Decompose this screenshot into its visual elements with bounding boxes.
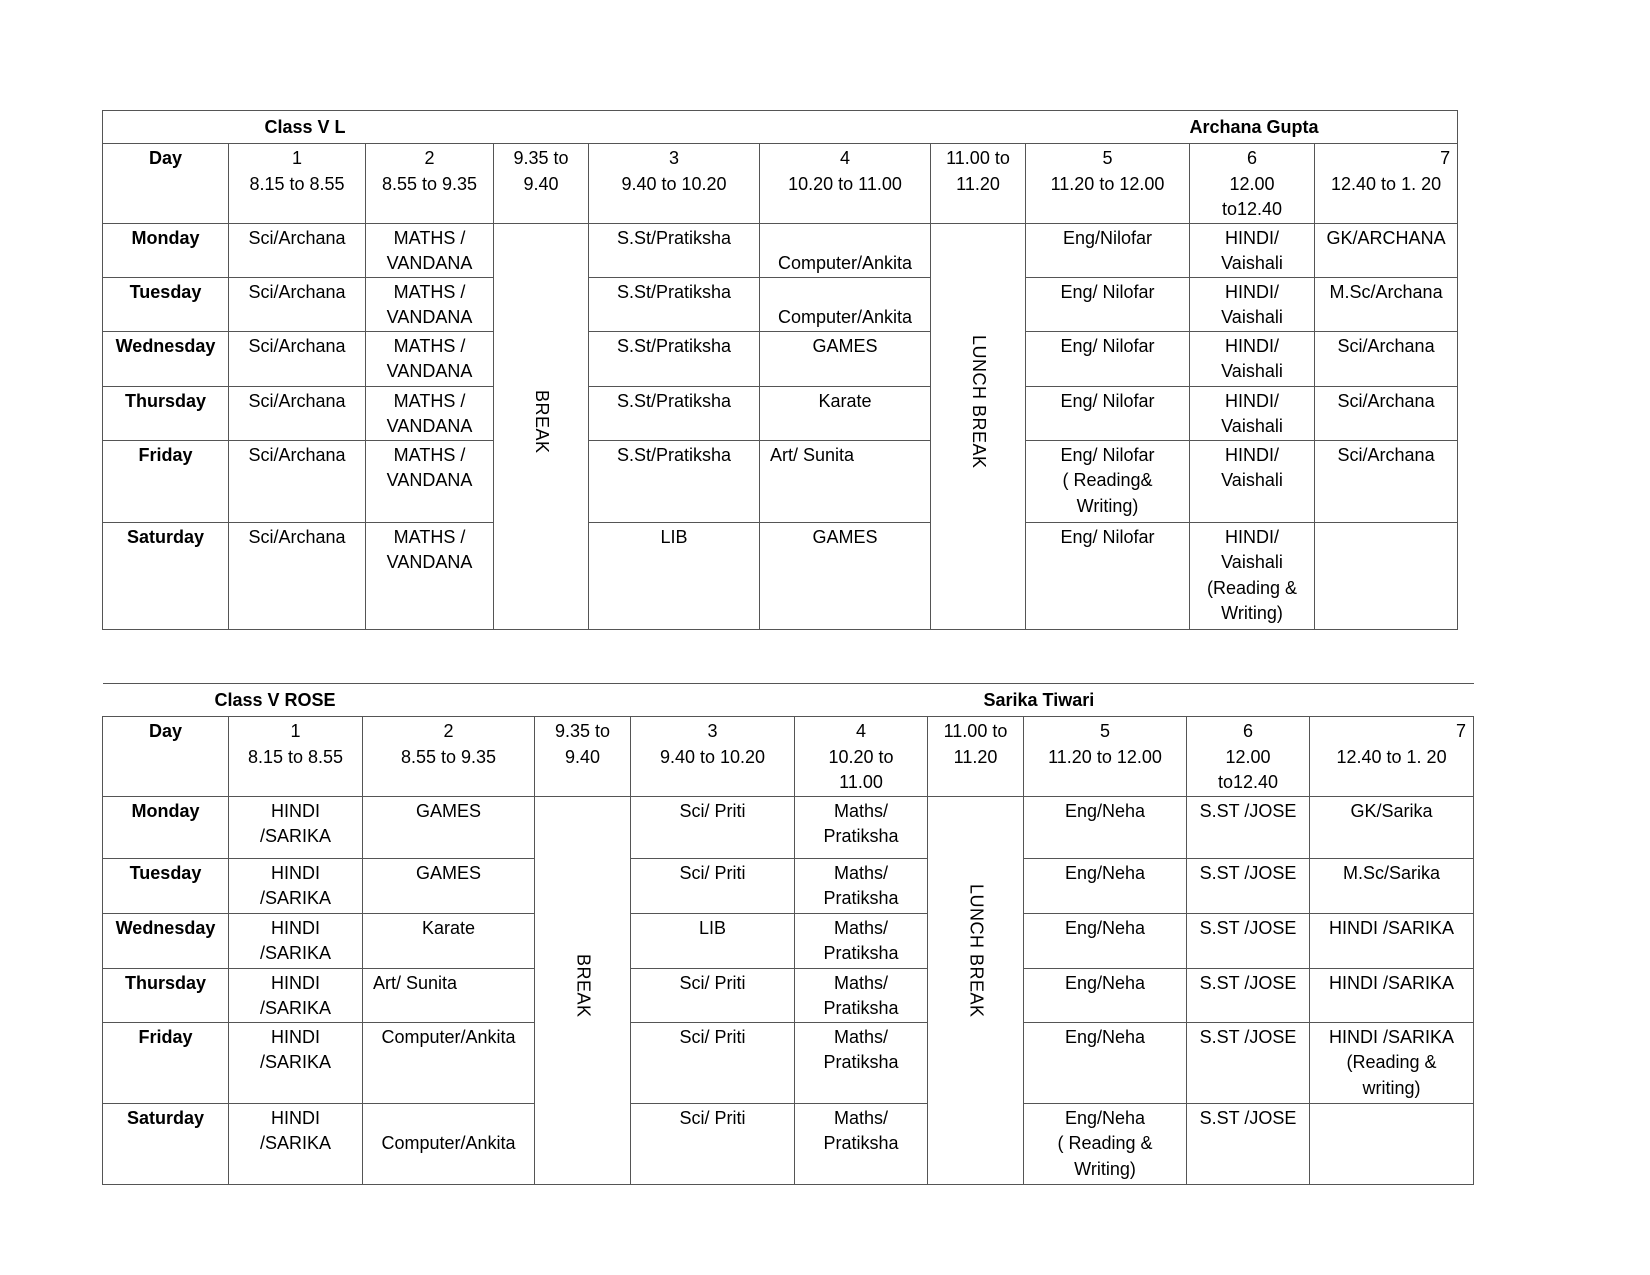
period-cell: Art/ Sunita [760, 440, 931, 522]
header-period-6: 6 12.00 to12.40 [1190, 144, 1315, 224]
header-period-6: 6 12.00 to12.40 [1187, 717, 1310, 797]
period-cell: HINDI /SARIKA (Reading & writing) [1310, 1022, 1474, 1103]
period-cell: Eng/Neha [1024, 796, 1187, 858]
period-cell: Eng/Nilofar [1026, 223, 1190, 277]
table-title-row [103, 684, 1474, 717]
period-cell: Eng/Neha [1024, 913, 1187, 968]
period-cell: Sci/Archana [229, 277, 366, 331]
header-day: Day [103, 144, 229, 224]
period-cell: Eng/ Nilofar [1026, 277, 1190, 331]
period-cell: GK/Sarika [1310, 796, 1474, 858]
period-cell: Eng/Neha ( Reading & Writing) [1024, 1103, 1187, 1184]
break-column [535, 796, 631, 1184]
period-cell: Maths/ Pratiksha [795, 968, 928, 1022]
class-label: Class V ROSE [214, 690, 336, 710]
header-lunch-time: 11.00 to 11.20 [931, 144, 1026, 224]
period-cell [1310, 1103, 1474, 1184]
period-cell: GAMES [363, 858, 535, 913]
header-period-7: 7 12.40 to 1. 20 [1310, 717, 1474, 797]
table-row [103, 386, 1458, 440]
period-cell: Computer/Ankita [363, 1022, 535, 1103]
period-cell: HINDI/ Vaishali [1190, 277, 1315, 331]
table-row [103, 858, 1474, 913]
period-cell: MATHS / VANDANA [366, 223, 494, 277]
table-row [103, 223, 1458, 277]
period-cell: Sci/ Priti [631, 796, 795, 858]
table-row [103, 522, 1458, 629]
period-cell: Sci/Archana [229, 386, 366, 440]
period-cell: GAMES [363, 796, 535, 858]
period-cell: MATHS / VANDANA [366, 522, 494, 629]
period-cell: Eng/ Nilofar [1026, 386, 1190, 440]
break-label: BREAK [531, 390, 552, 455]
break-label: BREAK [573, 954, 594, 1019]
period-cell: S.ST /JOSE [1187, 796, 1310, 858]
period-cell: Sci/Archana [1315, 331, 1458, 386]
lunch-break-column [928, 796, 1024, 1184]
class-label: Class V L [264, 117, 346, 137]
break-column [494, 223, 589, 629]
period-cell: HINDI/ Vaishali [1190, 223, 1315, 277]
day-cell: Thursday [103, 386, 229, 440]
header-period-1: 1 8.15 to 8.55 [229, 717, 363, 797]
period-cell: MATHS / VANDANA [366, 277, 494, 331]
header-break-time: 9.35 to 9.40 [494, 144, 589, 224]
teacher-name: Sarika Tiwari [983, 690, 1095, 710]
period-cell: Eng/ Nilofar [1026, 522, 1190, 629]
period-cell: S.St/Pratiksha [589, 331, 760, 386]
header-period-3: 3 9.40 to 10.20 [589, 144, 760, 224]
period-cell: S.ST /JOSE [1187, 913, 1310, 968]
period-cell: Maths/ Pratiksha [795, 913, 928, 968]
header-period-5: 5 11.20 to 12.00 [1024, 717, 1187, 797]
period-cell: MATHS / VANDANA [366, 440, 494, 522]
day-cell: Tuesday [103, 277, 229, 331]
day-cell: Saturday [103, 522, 229, 629]
period-cell: Sci/Archana [229, 522, 366, 629]
period-cell: GAMES [760, 522, 931, 629]
period-cell: M.Sc/Sarika [1310, 858, 1474, 913]
period-cell: S.St/Pratiksha [589, 223, 760, 277]
period-cell: S.St/Pratiksha [589, 386, 760, 440]
day-cell: Tuesday [103, 858, 229, 913]
period-cell: S.ST /JOSE [1187, 968, 1310, 1022]
period-cell: Sci/ Priti [631, 858, 795, 913]
period-cell: Eng/Neha [1024, 858, 1187, 913]
timetable-class-v-rose [102, 683, 1474, 1185]
day-cell: Saturday [103, 1103, 229, 1184]
period-cell: GAMES [760, 331, 931, 386]
period-cell: S.ST /JOSE [1187, 858, 1310, 913]
header-period-4: 4 10.20 to 11.00 [760, 144, 931, 224]
teacher-name: Archana Gupta [1189, 117, 1319, 137]
period-cell: HINDI /SARIKA [229, 1103, 363, 1184]
period-cell: Eng/Neha [1024, 1022, 1187, 1103]
day-cell: Thursday [103, 968, 229, 1022]
table-row [103, 277, 1458, 331]
header-period-4: 4 10.20 to 11.00 [795, 717, 928, 797]
period-cell: Computer/Ankita [760, 223, 931, 277]
lunch-break-label: LUNCH BREAK [966, 884, 987, 1019]
period-cell: Sci/ Priti [631, 1022, 795, 1103]
period-cell: Sci/ Priti [631, 1103, 795, 1184]
header-row [103, 717, 1474, 797]
period-cell: MATHS / VANDANA [366, 331, 494, 386]
period-cell: HINDI/ Vaishali (Reading & Writing) [1190, 522, 1315, 629]
period-cell: Maths/ Pratiksha [795, 1103, 928, 1184]
period-cell: GK/ARCHANA [1315, 223, 1458, 277]
period-cell: S.St/Pratiksha [589, 277, 760, 331]
table-row [103, 440, 1458, 522]
period-cell: Sci/Archana [229, 331, 366, 386]
table-row [103, 796, 1474, 858]
day-cell: Monday [103, 796, 229, 858]
lunch-break-column [931, 223, 1026, 629]
header-period-5: 5 11.20 to 12.00 [1026, 144, 1190, 224]
period-cell: Sci/Archana [229, 440, 366, 522]
period-cell: S.ST /JOSE [1187, 1103, 1310, 1184]
period-cell: Karate [760, 386, 931, 440]
period-cell: Eng/ Nilofar ( Reading& Writing) [1026, 440, 1190, 522]
lunch-break-label: LUNCH BREAK [968, 335, 989, 470]
period-cell: Sci/Archana [229, 223, 366, 277]
period-cell: HINDI/ Vaishali [1190, 386, 1315, 440]
period-cell: Computer/Ankita [760, 277, 931, 331]
period-cell: Eng/Neha [1024, 968, 1187, 1022]
header-break-time: 9.35 to 9.40 [535, 717, 631, 797]
header-period-1: 1 8.15 to 8.55 [229, 144, 366, 224]
period-cell: HINDI /SARIKA [229, 1022, 363, 1103]
period-cell: Maths/ Pratiksha [795, 1022, 928, 1103]
table-row [103, 331, 1458, 386]
period-cell: LIB [631, 913, 795, 968]
table-row [103, 913, 1474, 968]
period-cell: Sci/Archana [1315, 440, 1458, 522]
day-cell: Wednesday [103, 331, 229, 386]
period-cell: Eng/ Nilofar [1026, 331, 1190, 386]
period-cell: Maths/ Pratiksha [795, 796, 928, 858]
day-cell: Friday [103, 1022, 229, 1103]
table-row [103, 1022, 1474, 1103]
period-cell: Maths/ Pratiksha [795, 858, 928, 913]
header-period-7: 7 12.40 to 1. 20 [1315, 144, 1458, 224]
period-cell: MATHS / VANDANA [366, 386, 494, 440]
day-cell: Friday [103, 440, 229, 522]
header-row [103, 144, 1458, 224]
period-cell: HINDI /SARIKA [1310, 968, 1474, 1022]
header-period-2: 2 8.55 to 9.35 [363, 717, 535, 797]
header-period-3: 3 9.40 to 10.20 [631, 717, 795, 797]
table-row [103, 968, 1474, 1022]
period-cell [1315, 522, 1458, 629]
period-cell: LIB [589, 522, 760, 629]
period-cell: HINDI /SARIKA [229, 858, 363, 913]
period-cell: Sci/Archana [1315, 386, 1458, 440]
period-cell: Karate [363, 913, 535, 968]
period-cell: HINDI /SARIKA [229, 913, 363, 968]
period-cell: S.St/Pratiksha [589, 440, 760, 522]
period-cell: M.Sc/Archana [1315, 277, 1458, 331]
day-cell: Wednesday [103, 913, 229, 968]
period-cell: Sci/ Priti [631, 968, 795, 1022]
period-cell: HINDI/ Vaishali [1190, 331, 1315, 386]
period-cell: S.ST /JOSE [1187, 1022, 1310, 1103]
day-cell: Monday [103, 223, 229, 277]
period-cell: HINDI /SARIKA [229, 968, 363, 1022]
header-day: Day [103, 717, 229, 797]
timetable-class-v-l [102, 110, 1458, 630]
period-cell: HINDI/ Vaishali [1190, 440, 1315, 522]
header-lunch-time: 11.00 to 11.20 [928, 717, 1024, 797]
period-cell: HINDI /SARIKA [1310, 913, 1474, 968]
table-row [103, 1103, 1474, 1184]
period-cell: HINDI /SARIKA [229, 796, 363, 858]
header-period-2: 2 8.55 to 9.35 [366, 144, 494, 224]
table-title-row [103, 111, 1458, 144]
period-cell: Computer/Ankita [363, 1103, 535, 1184]
period-cell: Art/ Sunita [363, 968, 535, 1022]
